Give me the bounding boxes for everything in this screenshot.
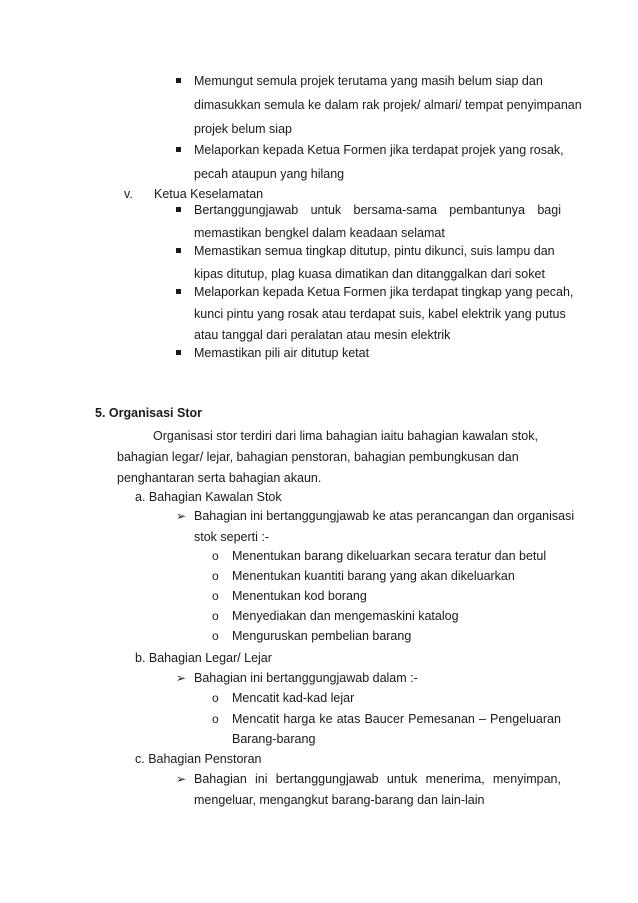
text-line: Melaporkan kepada Ketua Formen jika terdapat tingkap yang pecah, xyxy=(194,285,574,299)
square-bullet-icon xyxy=(176,350,181,355)
square-bullet-icon xyxy=(176,147,181,152)
text-line: pecah ataupun yang hilang xyxy=(194,167,345,181)
paragraph-line: Organisasi stor terdiri dari lima bahagian iaitu bahagian kawalan stok, xyxy=(153,429,538,443)
text-line: Memastikan pili air ditutup ketat xyxy=(194,346,370,360)
circle-bullet-icon: o xyxy=(212,691,219,705)
text-line: memastikan bengkel dalam keadaan selamat xyxy=(194,226,445,240)
list-item: Mencatit kad-kad lejar xyxy=(232,691,355,705)
circle-bullet-icon: o xyxy=(212,569,219,583)
text-line: dimasukkan semula ke dalam rak projek/ almari/ tempat penyimpanan xyxy=(194,98,582,112)
text-line: Bahagian ini bertanggungjawab dalam :- xyxy=(194,671,418,685)
list-item: Menentukan kuantiti barang yang akan dikeluarkan xyxy=(232,569,515,583)
subsection-label: c. Bahagian Penstoran xyxy=(135,752,262,766)
text-line: Bertanggungjawab untuk bersama-sama pembantunya bagi xyxy=(194,203,561,217)
subsection-label: b. Bahagian Legar/ Lejar xyxy=(135,651,272,665)
list-item: Barang-barang xyxy=(232,732,316,746)
paragraph-line: bahagian legar/ lejar, bahagian penstoran, bahagian pembungkusan dan xyxy=(117,450,519,464)
list-item: Menyediakan dan mengemaskini katalog xyxy=(232,609,459,623)
list-item: Menentukan kod borang xyxy=(232,589,367,603)
section-heading: 5. Organisasi Stor xyxy=(95,406,202,420)
role-title: Ketua Keselamatan xyxy=(154,187,264,201)
square-bullet-icon xyxy=(176,289,181,294)
circle-bullet-icon: o xyxy=(212,549,219,563)
arrow-bullet-icon: ➢ xyxy=(176,671,187,685)
text-line: atau tanggal dari peralatan atau mesin elektrik xyxy=(194,328,451,342)
circle-bullet-icon: o xyxy=(212,629,219,643)
paragraph-line: penghantaran serta bahagian akaun. xyxy=(117,471,322,485)
circle-bullet-icon: o xyxy=(212,589,219,603)
circle-bullet-icon: o xyxy=(212,712,219,726)
square-bullet-icon xyxy=(176,207,181,212)
list-item: Menentukan barang dikeluarkan secara teratur dan betul xyxy=(232,549,547,563)
circle-bullet-icon: o xyxy=(212,609,219,623)
text-line: kunci pintu yang rosak atau terdapat suis, kabel elektrik yang putus xyxy=(194,307,566,321)
square-bullet-icon xyxy=(176,248,181,253)
list-item: Menguruskan pembelian barang xyxy=(232,629,412,643)
text-line: Bahagian ini bertanggungjawab ke atas perancangan dan organisasi xyxy=(194,509,575,523)
square-bullet-icon xyxy=(176,78,181,83)
arrow-bullet-icon: ➢ xyxy=(176,772,187,786)
text-line: Memastikan semua tingkap ditutup, pintu dikunci, suis lampu dan xyxy=(194,244,555,258)
text-line: Bahagian ini bertanggungjawab untuk menerima, menyimpan, xyxy=(194,772,561,786)
text-line: Melaporkan kepada Ketua Formen jika terdapat projek yang rosak, xyxy=(194,143,564,157)
text-line: mengeluar, mengangkut barang-barang dan lain-lain xyxy=(194,793,485,807)
text-line: projek belum siap xyxy=(194,122,292,136)
text-line: kipas ditutup, plag kuasa dimatikan dan ditanggalkan dari soket xyxy=(194,267,545,281)
text-line: Memungut semula projek terutama yang masih belum siap dan xyxy=(194,74,543,88)
list-item: Mencatit harga ke atas Baucer Pemesanan – Pengeluaran xyxy=(232,712,561,726)
arrow-bullet-icon: ➢ xyxy=(176,509,187,523)
subsection-label: a. Bahagian Kawalan Stok xyxy=(135,490,282,504)
role-number: v. xyxy=(124,187,133,201)
text-line: stok seperti :- xyxy=(194,530,270,544)
